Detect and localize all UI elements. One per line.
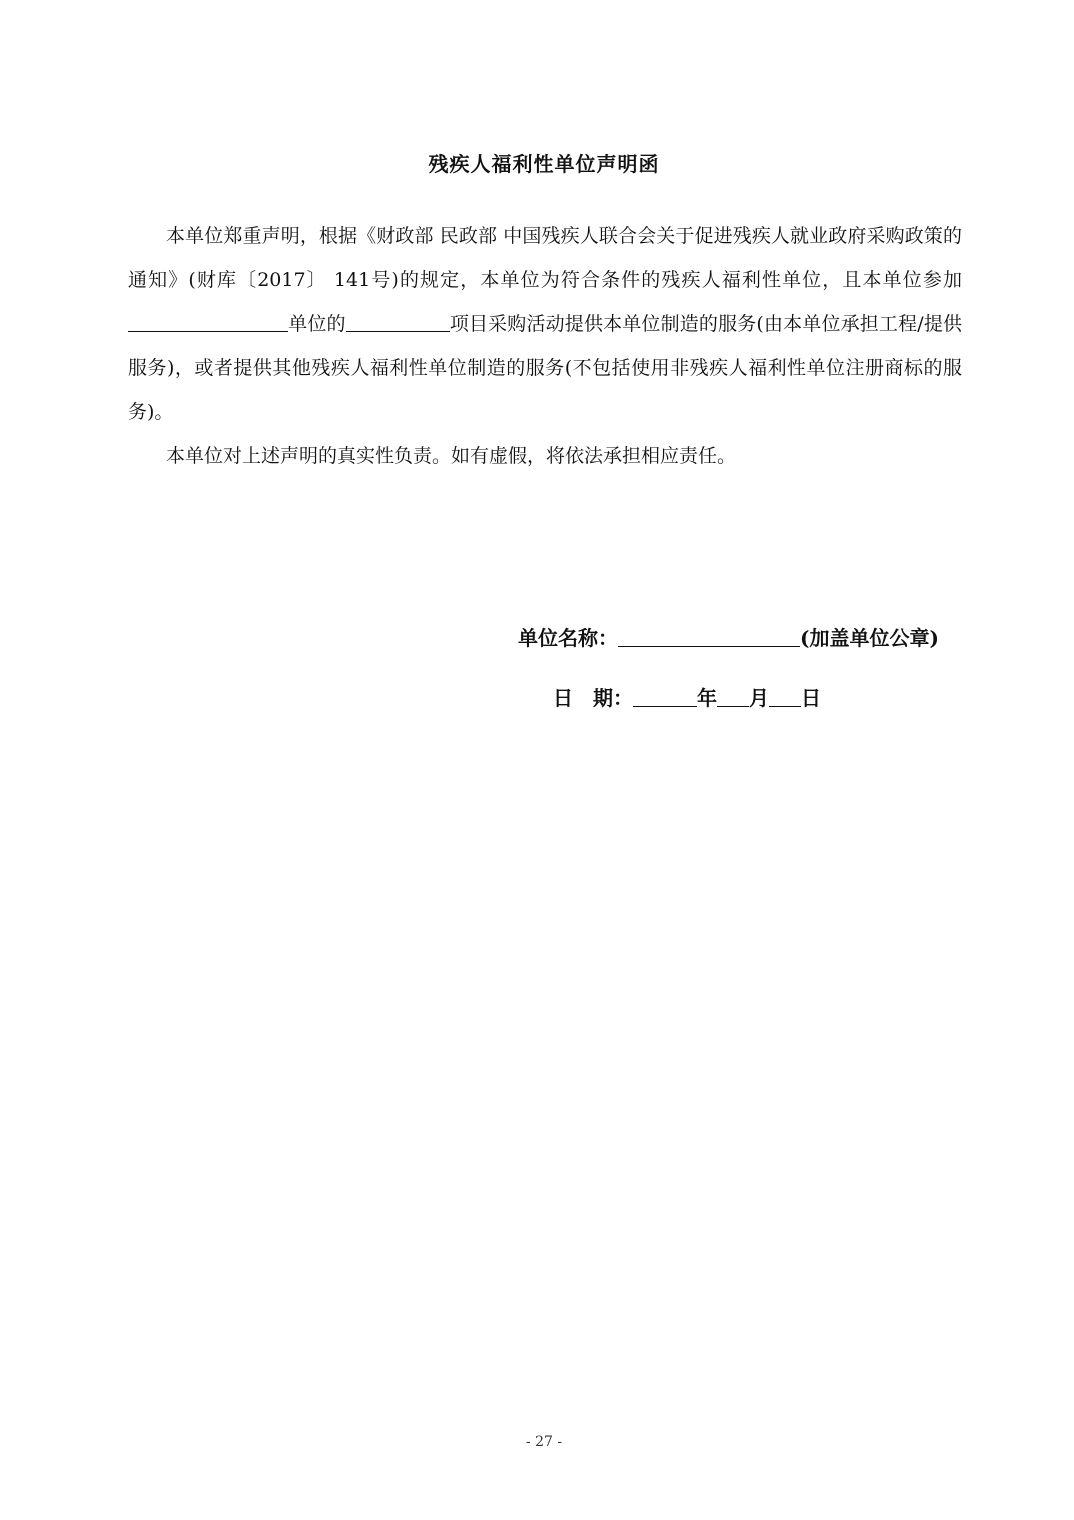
document-title: 残疾人福利性单位声明函 (428, 152, 660, 176)
responsibility-paragraph: 本单位对上述声明的真实性负责。如有虚假，将依法承担相应责任。 (166, 445, 737, 467)
day-label: 日 (801, 686, 821, 710)
unit-name-blank (618, 624, 800, 647)
day-blank (769, 684, 801, 707)
year-label: 年 (697, 686, 717, 710)
year-blank (633, 684, 697, 707)
page-number: - 27 - (525, 1434, 563, 1450)
date-label: 日 期： (553, 686, 633, 710)
unit-name-label: 单位名称： (518, 626, 618, 650)
document-body (128, 214, 962, 478)
signature-name-line (518, 622, 939, 651)
purchasing-unit-blank (128, 309, 288, 332)
declaration-paragraph (128, 214, 962, 434)
month-label: 月 (749, 686, 769, 710)
project-name-blank (346, 309, 450, 332)
signature-date-line (553, 682, 821, 711)
declaration-text-part3: 项目采购活动提供本单位制造的服务(由本单位承担工程/提供服务)，或者提供其他残疾人福利性单位制造的服务(不包括使用非残疾人福利性单位注册商标的服务)。 (128, 313, 962, 423)
declaration-text-part2: 单位的 (288, 313, 346, 335)
declaration-text-part1: 本单位郑重声明，根据《财政部 民政部 中国残疾人联合会关于促进残疾人就业政府采购政策的通知》(财库〔2017〕 141号)的规定，本单位为符合条件的残疾人福利性单位，且本单位参加 (128, 225, 962, 291)
seal-note: (加盖单位公章) (800, 626, 939, 650)
month-blank (717, 684, 749, 707)
